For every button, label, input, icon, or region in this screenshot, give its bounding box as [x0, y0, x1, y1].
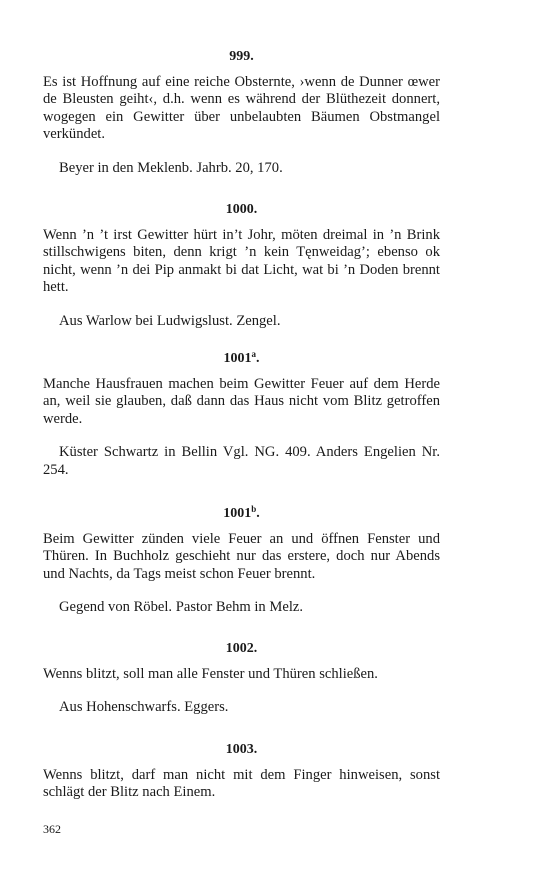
entry-number-suffix: . [256, 506, 260, 521]
entry-number [43, 505, 440, 523]
entry-999 [43, 48, 440, 177]
entry-number: 1002. [225, 641, 258, 656]
entry-text: Wenns blitzt, darf man nicht mit dem Finger hinweisen, sonst schlägt der Blitz nach Einem. [43, 767, 440, 801]
entry-source: Aus Warlow bei Ludwigslust. Zengel. [59, 312, 281, 329]
entry-number-superscript: a [251, 349, 256, 359]
entry-1003 [43, 741, 440, 802]
entry-number-suffix: . [256, 351, 260, 366]
entry-number [43, 350, 440, 368]
entry-text: Wenns blitzt, soll man alle Fenster und Thüren schließen. [43, 666, 378, 682]
entry-1001a [43, 350, 440, 479]
entry-number: 1000. [225, 202, 258, 217]
entry-text: Es ist Hoffnung auf eine reiche Obsternte, ›wenn de Dunner œwer de Bleusten geiht‹, d.h. wenn es während der Blüthezeit donnert, wogegen ein Gewitter über unbelaubten Bäumen Obstmangel verkündet. [43, 74, 440, 143]
entry-source: Küster Schwartz in Bellin Vgl. NG. 409. Anders Engelien Nr. 254. [43, 444, 440, 478]
entry-text: Manche Hausfrauen machen beim Gewitter Feuer auf dem Herde an, weil sie glauben, daß dann das Haus nicht vom Blitz getroffen werde. [43, 376, 440, 427]
entry-number: 1003. [225, 742, 258, 757]
entry-text: Beim Gewitter zünden viele Feuer an und öffnen Fenster und Thüren. In Buchholz geschieht nur das erstere, doch nur Abends und Nachts, da Tags meist schon Feuer brennt. [43, 531, 440, 582]
page-number: 362 [43, 822, 61, 836]
entry-source: Gegend von Röbel. Pastor Behm in Melz. [59, 599, 304, 616]
entry-number-main: 1001 [223, 351, 252, 366]
entry-1002 [43, 640, 440, 717]
entry-source: Aus Hohenschwarfs. Eggers. [59, 699, 229, 716]
entry-number: 999. [229, 49, 254, 64]
entry-number-superscript: b [251, 504, 257, 514]
entry-text: Wenn ’n ’t irst Gewitter hürt in’t Johr, möten dreimal in ’n Brink stillschwigens biten, denn krigt ’n kein Tęnweidag’; ebenso ok nicht, wenn ’n dei Pip anmakt bi dat Licht, wat bi ’n Doden brennt hett. [43, 227, 440, 296]
entry-1001b [43, 505, 440, 617]
entry-1000 [43, 201, 440, 330]
entry-source: Beyer in den Meklenb. Jahrb. 20, 170. [59, 159, 283, 176]
entry-number-main: 1001 [223, 506, 252, 521]
